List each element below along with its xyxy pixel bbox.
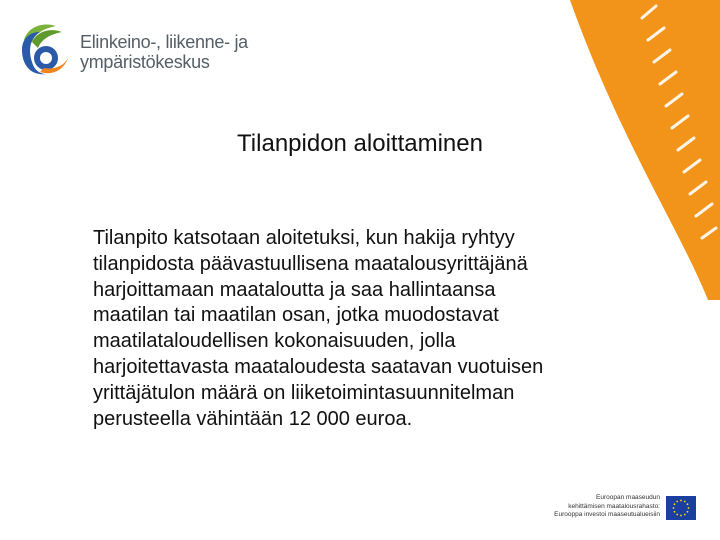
body-paragraph: [93, 226, 673, 432]
eu-caption-line: Eurooppa investoi maaseutualueisiin: [554, 511, 660, 518]
body-line: tilanpidosta päävastuullisena maatalousyrittäjänä: [93, 252, 528, 275]
body-line: harjoittamaan maataloutta ja saa hallintaansa: [93, 278, 496, 301]
body-line: harjoitettavasta maataloudesta saatavan vuotuisen: [93, 355, 544, 378]
body-line: perusteella vähintään 12 000 euroa.: [93, 407, 413, 430]
slide-title-text: Tilanpidon aloittaminen: [237, 130, 483, 157]
body-line: Tilanpito katsotaan aloitetuksi, kun hakija ryhtyy: [93, 227, 515, 249]
ely-logo: [18, 20, 258, 80]
eu-flag-icon: [666, 496, 696, 520]
slide-title: [0, 130, 720, 158]
eu-caption: [540, 494, 660, 520]
body-line: yrittäjätulon määrä on liiketoimintasuunnitelman: [93, 381, 515, 404]
ely-logo-icon: [18, 20, 78, 78]
logo-text-line1: Elinkeino-, liikenne- ja: [80, 32, 248, 52]
eu-caption-line: Euroopan maaseudun: [596, 494, 660, 501]
body-line: maatilataloudellisen kokonaisuuden, jolla: [93, 330, 456, 353]
eu-caption-line: kehittämisen maatalousrahasto:: [568, 502, 660, 510]
body-line: maatilan tai maatilan osan, jotka muodostavat: [93, 304, 499, 327]
logo-text-line2: ympäristökeskus: [80, 52, 210, 72]
